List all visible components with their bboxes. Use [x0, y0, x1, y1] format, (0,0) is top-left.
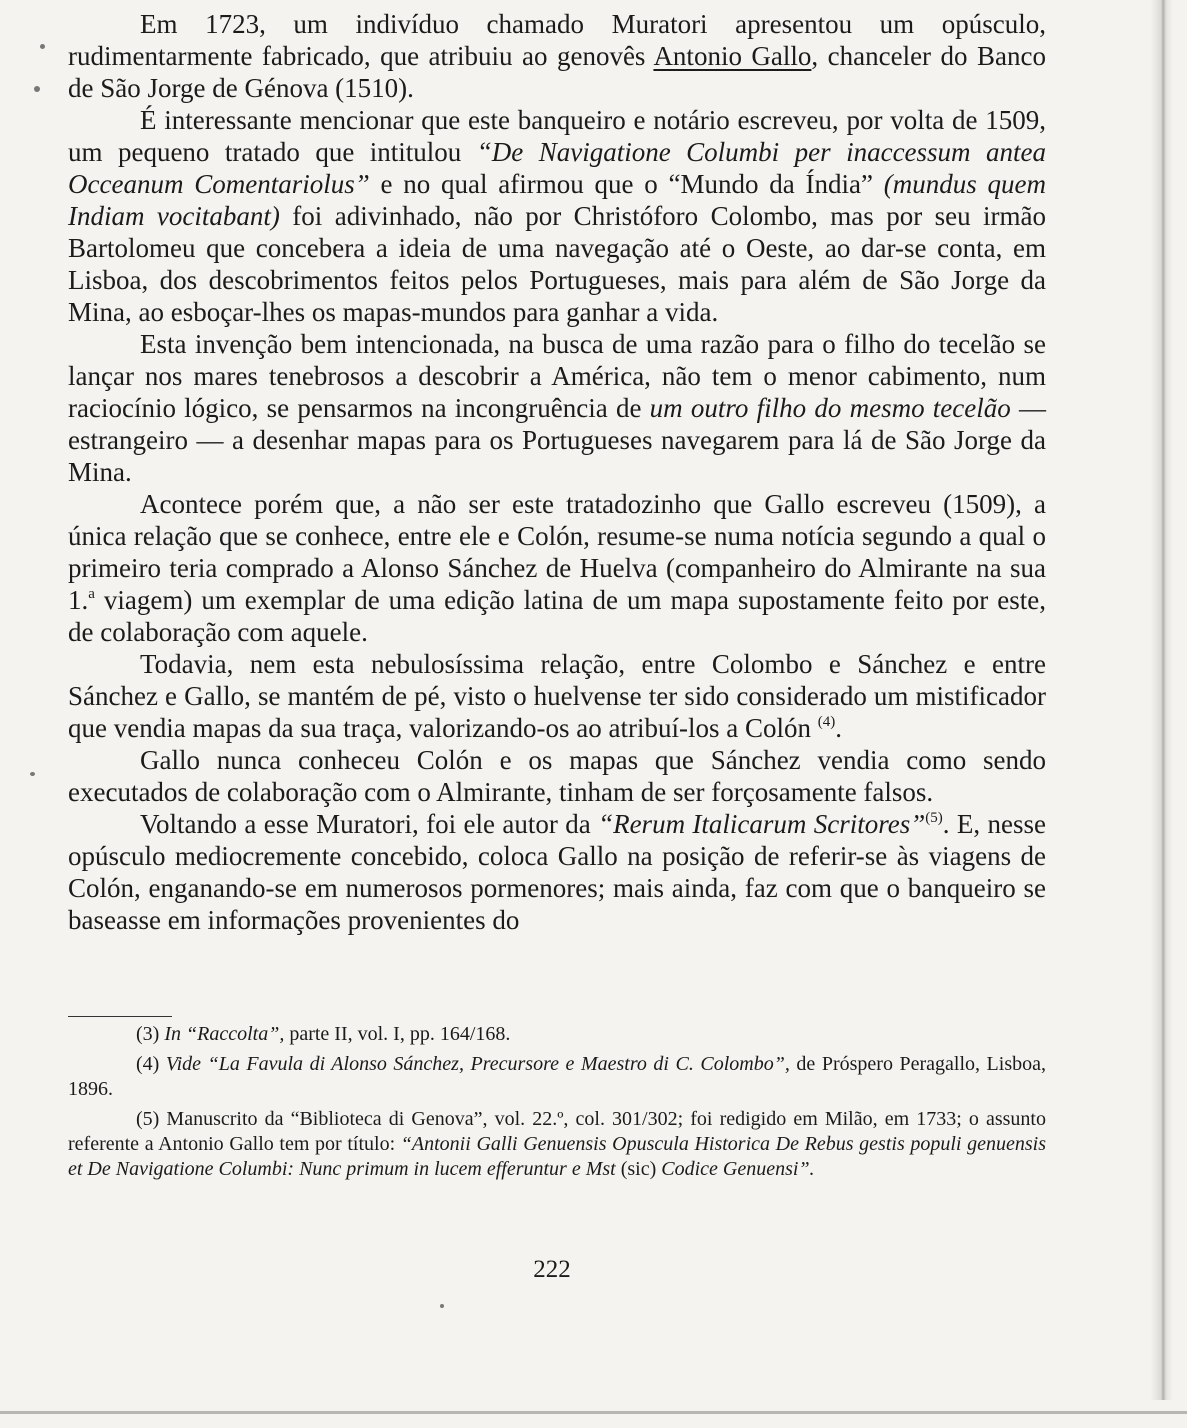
body-paragraph — [68, 808, 1046, 936]
body-paragraph — [68, 648, 1046, 744]
italic-text: “Rerum Italicarum Scritores” — [598, 809, 926, 839]
footnote — [68, 1107, 1046, 1182]
superscript-ref: a — [88, 586, 95, 602]
text-run: foi adivinhado, não por Christóforo Colombo, mas por seu irmão Bartolomeu que concebera a ideia de uma navegação até o Oeste, ao dar-se conta, em Lisboa, dos descobrimentos feitos pelos Portugueses, mais para além de São Jorge da Mina, ao esboçar-lhes os mapas-mundos para ganhar a vida. — [68, 201, 1046, 327]
italic-text: “De Navigatione Columbi per inaccessum antea Occeanum Comentariolus” — [68, 137, 1046, 199]
body-paragraph — [68, 104, 1046, 328]
text-run: Em 1723, um indivíduo chamado Muratori apresentou um opúsculo, rudimentarmente fabricado, que atribuiu ao genovês — [68, 9, 1046, 71]
footnotes — [68, 1022, 1046, 1187]
text-run: — estrangeiro — a desenhar mapas para os Portugueses navegarem para lá de São Jorge da Mina. — [68, 393, 1046, 487]
text-run: , chanceler do Banco de São Jorge de Génova (1510). — [68, 41, 1046, 103]
superscript-ref: (5) — [925, 810, 943, 826]
italic-text: “Antonii Galli Genuensis Opuscula Historica De Rebus gestis populi genuensis et De Navigatione Columbi: Nunc primum in lucem efferuntur e Mst — [68, 1133, 1047, 1180]
text-run: de Próspero Peragallo, Lisboa, 1896. — [68, 1053, 1046, 1100]
italic-text: (mundus quem Indiam vocitabant) — [68, 169, 1047, 231]
text-run: Gallo nunca conheceu Colón e os mapas que Sánchez vendia como sendo executados de colaboração com o Almirante, tinham de ser forçosamente falsos. — [68, 745, 1046, 807]
main-text — [68, 8, 1046, 936]
text-run: É interessante mencionar que este banqueiro e notário escreveu, por volta de 1509, um pequeno tratado que intitulou — [68, 105, 1046, 167]
text-run: . — [835, 713, 843, 743]
text-run: e no qual afirmou que o “Mundo da Índia” — [369, 169, 884, 199]
italic-text: In “Raccolta”, — [164, 1023, 285, 1045]
scan-speck — [40, 44, 45, 49]
page-bottom-edge — [0, 1411, 1187, 1414]
scan-speck — [30, 772, 35, 776]
page-edge-shadow — [1151, 0, 1173, 1400]
page-number: 222 — [533, 1256, 571, 1283]
text-run: (4) — [136, 1053, 166, 1075]
text-run: . E, nesse opúsculo mediocremente concebido, coloca Gallo na posição de referir-se às viagens de Colón, enganando-se em numerosos pormenores; mais ainda, faz com que o banqueiro se baseasse em informações provenientes do — [68, 809, 1047, 935]
footnote-separator — [68, 1016, 172, 1017]
body-paragraph — [68, 8, 1046, 104]
italic-text: Vide “La Favula di Alonso Sánchez, Precursore e Maestro di C. Colombo”, — [165, 1053, 790, 1075]
footnote — [68, 1052, 1046, 1102]
text-run: Voltando a esse Muratori, foi ele autor da — [140, 809, 599, 839]
text-run: Acontece porém que, a não ser este tratadozinho que Gallo escreveu (1509), a única relação que se conhece, entre ele e Colón, resume-se numa notícia segundo a qual o primeiro teria comprado a Alonso Sánchez de Huelva (companheiro do Almirante na sua 1. — [68, 489, 1046, 615]
body-paragraph — [68, 744, 1046, 808]
footnote — [68, 1022, 1046, 1047]
text-run: (5) Manuscrito da “Biblioteca di Genova”, vol. 22.º, col. 301/302; foi redigido em Milão, em 1733; o assunto referente a Antonio Gallo tem por título: — [68, 1108, 1046, 1155]
text-run: parte II, vol. I, pp. 164/168. — [284, 1023, 511, 1045]
text-run: Esta invenção bem intencionada, na busca de uma razão para o filho do tecelão se lançar nos mares tenebrosos a descobrir a América, não tem o menor cabimento, num raciocínio lógico, se pensarmos na incongruência de — [68, 329, 1046, 423]
italic-text: um outro filho do mesmo tecelão — [649, 393, 1011, 423]
text-run: (sic) — [615, 1158, 662, 1180]
text-run: (3) — [136, 1023, 165, 1045]
body-paragraph — [68, 488, 1046, 648]
scan-speck — [34, 86, 40, 92]
italic-text: Codice Genuensi”. — [661, 1158, 815, 1180]
text-run: viagem) um exemplar de uma edição latina de um mapa supostamente feito por este, de colaboração com aquele. — [68, 585, 1046, 647]
text-run: Todavia, nem esta nebulosíssima relação, entre Colombo e Sánchez e entre Sánchez e Gallo, se mantém de pé, visto o huelvense ter sido considerado um mistificador que vendia mapas da sua traça, valorizando-os ao atribuí-los a Colón — [68, 649, 1046, 743]
body-paragraph — [68, 328, 1046, 488]
scan-speck — [440, 1304, 444, 1308]
text-run: Antonio Gallo — [653, 41, 812, 71]
superscript-ref: (4) — [817, 714, 836, 730]
